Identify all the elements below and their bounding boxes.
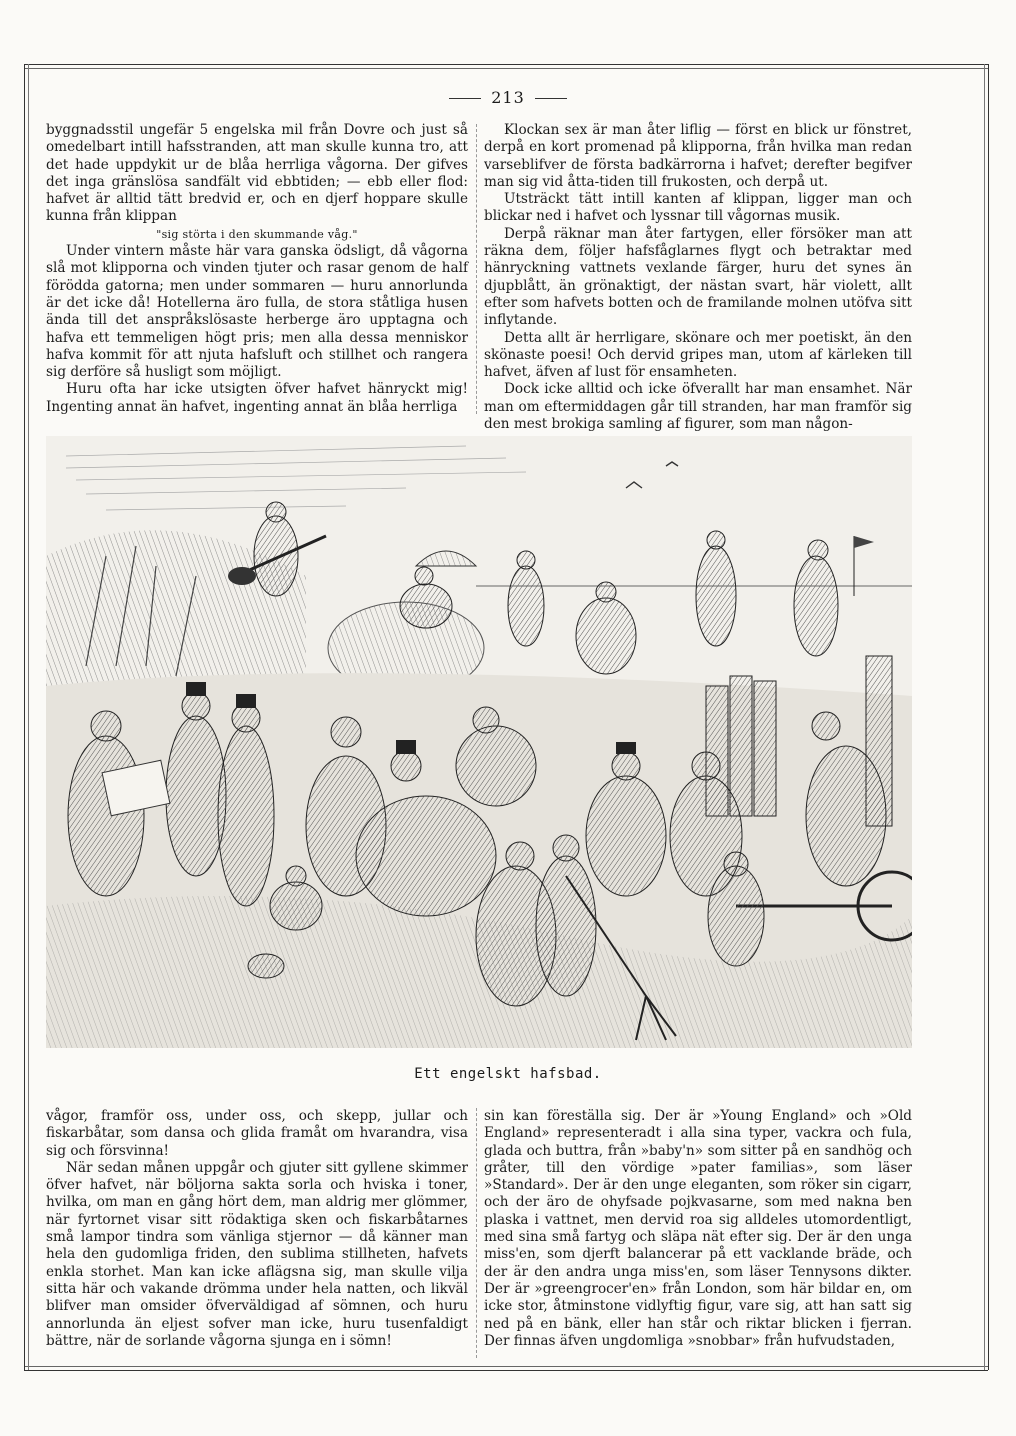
column-bottom-right [484, 1108, 912, 1350]
small-dog [248, 954, 284, 978]
column-top-right [484, 122, 912, 433]
frame-left-rule [24, 64, 25, 1370]
frame-top-rule [24, 64, 988, 65]
frame-bottom-rule [24, 1370, 988, 1371]
page-number [0, 88, 1016, 107]
frame-right-rule-inner [984, 64, 985, 1370]
paragraph: Klockan sex är man åter liflig — först en blick ur fönstret, derpå en kort promenad på klipporna, från hvilka man redan varseblifver de första badkärrorna i hafvet; derefter begifver man sig vid åtta-tiden till frukosten, och derpå ut. [484, 122, 912, 190]
paragraph: Derpå räknar man åter fartygen, eller försöker man att räkna dem, följer hafsfåglarnes flygt och betraktar med hänryckning vattnets vexlande färger, huru det synes än djupblått, än grönaktigt, der nästan svart, här violett, allt efter som hafvets botten och de framilande molnen utöfva sitt inflytande. [484, 225, 912, 329]
frame-right-rule [988, 64, 989, 1370]
engraving-illustration [46, 436, 912, 1048]
illustration-caption: Ett engelskt hafsbad. [414, 1066, 602, 1082]
paragraph: sin kan föreställa sig. Der är »Young England» och »Old England» representeradt i alla sina typer, vackra och fula, glada och buttra, från »baby'n» som sitter på en sandhög och gråter, till den vördige »pater familias», som läser »Standard». Der är den unge eleganten, som röker sin cigarr, och der äro de ohyfsade pojkvasarne, som med nakna ben plaska i vattnet, men dervid roa sig alldeles utomordentligt, med sina små fartyg och släpa nät efter sig. Der är den unga miss'en, som djerft balancerar på ett vacklande bräde, och der är den andra unga miss'en, som läser Tennysons dikter. Der är »greengrocer'en» från London, som här bildar en, om icke stor, åtminstone vidlyftig figur, vare sig, att han satt sig ned på en bänk, eller han står och riktar blicken i fjerran. Der finnas äfven ungdomliga »snobbar» från hufvudstaden, [484, 1108, 912, 1349]
column-divider-top [476, 124, 477, 414]
paragraph: Dock icke alltid och icke öfverallt har man ensamhet. När man om eftermiddagen går till stranden, har man framför sig den mest brokiga samling af figurer, som man någon- [484, 381, 912, 433]
paragraph: Detta allt är herrligare, skönare och mer poetiskt, än den skönaste poesi! Och dervid gripes man, utom af kärleken till hafvet, äfven af lust för ensamheten. [484, 329, 912, 381]
verse-quote: "sig störta i den skummande våg." [156, 227, 358, 241]
page-number-dash-right [535, 98, 567, 99]
page-number-dash-left [449, 98, 481, 99]
paragraph: vågor, framför oss, under oss, och skepp, jullar och fiskarbåtar, som dansa och glida framåt om hvarandra, visa sig och försvinna! [46, 1108, 468, 1159]
frame-bottom-rule-inner [24, 1366, 988, 1367]
column-top-left [46, 122, 468, 416]
column-bottom-left [46, 1108, 468, 1350]
paragraph: byggnadsstil ungefär 5 engelska mil från Dovre och just så omedelbart intill hafsstranden, att man skulle kunna tro, att det hade uppdykit ur de blåa herrliga vågorna. Der gifves det inga gränslösa sandfält vid ebbtiden; — ebb eller flod: hafvet är alltid tätt bredvid er, och en djerf hoppare skulle kunna från klippan [46, 122, 468, 225]
guitar-body [228, 567, 256, 585]
paragraph: Huru ofta har icke utsigten öfver hafvet hänryckt mig! Ingenting annat än hafvet, ingenting annat än blåa herrliga [46, 381, 468, 415]
column-divider-bottom [476, 1108, 477, 1358]
frame-top-rule-inner [24, 68, 988, 69]
page-number-text: 213 [491, 88, 525, 107]
beach-scene-engraving [46, 436, 912, 1048]
paragraph: Utsträckt tätt intill kanten af klippan, ligger man och blickar ned i hafvet och lyssnar till vågornas musik. [484, 191, 912, 225]
frame-left-rule-inner [28, 64, 29, 1370]
paragraph: När sedan månen uppgår och gjuter sitt gyllene skimmer öfver hafvet, när böljorna sakta sorla och hviska i toner, hvilka, om man en gång hört dem, man aldrig mer glömmer, när fyrtornet visar sitt rödaktiga sken och fiskarbåtarnes små lampor tindra som vänliga stjernor — då känner man hela den gudomliga friden, den sublima stillheten, hafvets enkla storhet. Man kan icke aflägsna sig, man skulle vilja sitta här och vakande drömma under hela natten, och likväl blifver man omsider öfverväldigad af sömnen, och huru annorlunda än eljest sofver man icke, huru tusenfaldigt bättre, när de sorlande vågorna sjunga en i sömn! [46, 1159, 468, 1349]
paragraph: Under vintern måste här vara ganska ödsligt, då vågorna slå mot klipporna och vinden tjuter och rasar genom de half förödda gatorna; men under sommaren — huru annorlunda är det icke då! Hotellerna äro fulla, de stora ståtliga husen ända till det anspråkslösaste herberge äro upptagna och hafva ett temmeligen högt pris; men alla dessa menniskor hafva kommit för att njuta hafsluft och stillhet och rangera sig derföre så husligt som möjligt. [46, 243, 468, 381]
